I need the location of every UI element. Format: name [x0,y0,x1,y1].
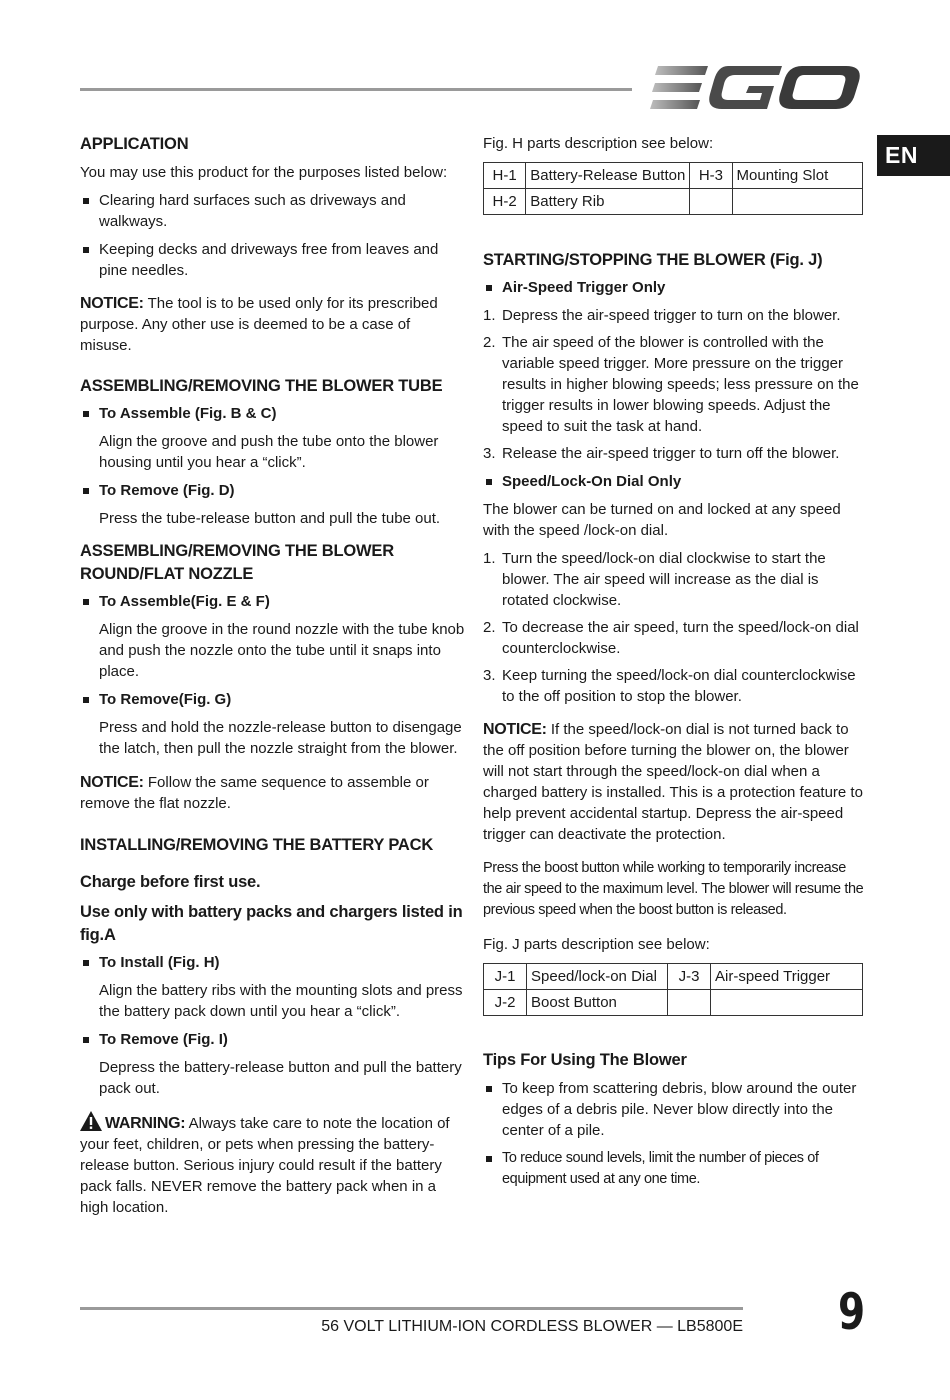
nozzle-notice [80,772,465,814]
list-item [483,665,868,707]
section-title-application: APPLICATION [80,135,189,153]
battery-warning [80,1111,465,1218]
battery-remove-text: Depress the battery-release button and pull the battery pack out. [99,1059,462,1097]
left-column [80,133,465,1218]
dial-steps [483,548,868,707]
notice-keyword: NOTICE: [80,774,144,791]
charge-note: Charge before first use. [80,873,261,891]
step-text: Keep turning the speed/lock-on dial counterclockwise to the off position to stop the blower. [502,667,856,705]
fig-j-caption: Fig. J parts description see below: [483,936,710,953]
section-title-tips: Tips For Using The Blower [483,1051,687,1069]
list-item [483,617,868,659]
header-rule [80,88,632,91]
table-cell: J-1 [484,964,527,990]
section-title-battery: INSTALLING/REMOVING THE BATTERY PACK [80,836,434,854]
list-item: Air-Speed Trigger Only [483,277,868,298]
table-cell: Boost Button [527,990,668,1016]
step-number: 2. [483,334,496,351]
list-item: To Assemble(Fig. E & F) [80,591,465,612]
battery-install-text: Align the battery ribs with the mounting slots and press the battery pack down until you hear a “click”. [99,982,463,1020]
tube-assemble [80,403,465,424]
step-text: Turn the speed/lock-on dial clockwise to start the blower. The air speed will increase as the dial is rotated clockwise. [502,550,826,609]
use-only-note: Use only with battery packs and chargers listed in fig.A [80,903,463,944]
list-item [483,332,868,437]
battery-remove [80,1029,465,1050]
list-item: To reduce sound levels, limit the number of pieces of equipment used at any one time. [483,1148,868,1190]
dial-only [483,471,868,492]
list-item: Speed/Lock-On Dial Only [483,471,868,492]
tube-remove [80,480,465,501]
list-item: Keeping decks and driveways free from leaves and pine needles. [80,239,465,281]
step-text: Release the air-speed trigger to turn off the blower. [502,445,840,462]
tips-list [483,1078,868,1190]
list-item: To Install (Fig. H) [80,952,465,973]
table-cell [690,189,732,215]
application-list [80,190,465,281]
notice-keyword: NOTICE: [483,721,547,738]
fig-j-table [483,963,863,1016]
table-cell: Battery-Release Button [526,163,690,189]
table-cell [732,189,862,215]
step-text: To decrease the air speed, turn the speed/lock-on dial counterclockwise. [502,619,859,657]
step-number: 1. [483,550,496,567]
step-text: The air speed of the blower is controlled with the variable speed trigger. More pressure on the trigger results in higher blowing speeds; less pressure on the trigger results in lower blowing speeds. Adjust the speed to suit the task at hand. [502,334,859,435]
table-cell [711,990,863,1016]
footer-rule [80,1307,743,1310]
tube-remove-text: Press the tube-release button and pull the tube out. [99,510,441,527]
notice-text: If the speed/lock-on dial is not turned back to the off position before turning the blower on, the blower will not start through the speed/lock-on dial when a charged battery is installed. This is a protection feature to help prevent accidental startup. Depress the air-speed trigger can deactivate the protection. [483,721,863,843]
ego-logo [650,62,862,114]
section-title-starting: STARTING/STOPPING THE BLOWER (Fig. J) [483,251,823,269]
table-cell: Air-speed Trigger [711,964,863,990]
fig-h-caption: Fig. H parts description see below: [483,135,714,152]
step-number: 2. [483,619,496,636]
list-item [483,548,868,611]
trigger-steps [483,305,868,464]
warning-triangle-icon [80,1111,102,1131]
fig-h-table [483,162,863,215]
table-row [484,189,863,215]
step-text: Depress the air-speed trigger to turn on the blower. [502,307,841,324]
list-item: To Remove (Fig. D) [80,480,465,501]
starting-notice [483,719,868,845]
language-tab: EN [877,135,950,176]
trigger-only [483,277,868,298]
list-item: Clearing hard surfaces such as driveways and walkways. [80,190,465,232]
table-row [484,964,863,990]
page-number: 9 [838,1283,866,1341]
list-item [483,305,868,326]
section-title-nozzle: ASSEMBLING/REMOVING THE BLOWER ROUND/FLAT NOZZLE [80,542,394,583]
list-item: To Remove(Fig. G) [80,689,465,710]
step-number: 3. [483,445,496,462]
nozzle-remove-text: Press and hold the nozzle-release button to disengage the latch, then pull the nozzle straight from the blower. [99,719,462,757]
warning-keyword: WARNING: [105,1115,186,1132]
list-item [483,443,868,464]
boost-note: Press the boost button while working to temporarily increase the air speed to the maximum level. The blower will resume the previous speed when the boost button is released. [483,860,864,918]
section-title-tube: ASSEMBLING/REMOVING THE BLOWER TUBE [80,377,443,395]
tube-assemble-text: Align the groove and push the tube onto the blower housing until you hear a “click”. [99,433,439,471]
list-item: To Assemble (Fig. B & C) [80,403,465,424]
table-cell: H-2 [484,189,526,215]
table-row [484,163,863,189]
notice-text: The tool is to be used only for its prescribed purpose. Any other use is deemed to be a case of misuse. [80,295,438,354]
application-intro: You may use this product for the purposes listed below: [80,164,448,181]
list-item: To Remove (Fig. I) [80,1029,465,1050]
right-column [483,133,868,1190]
step-number: 3. [483,667,496,684]
table-cell: H-3 [690,163,732,189]
nozzle-assemble-text: Align the groove in the round nozzle with the tube knob and push the nozzle onto the tube until it snaps into place. [99,621,465,680]
table-cell: Speed/lock-on Dial [527,964,668,990]
notice-text: Follow the same sequence to assemble or remove the flat nozzle. [80,774,429,812]
table-cell: Battery Rib [526,189,690,215]
step-number: 1. [483,307,496,324]
table-cell: Mounting Slot [732,163,862,189]
nozzle-remove [80,689,465,710]
table-cell [668,990,711,1016]
table-cell: J-2 [484,990,527,1016]
application-notice [80,293,465,356]
notice-keyword: NOTICE: [80,295,144,312]
warning-text: Always take care to note the location of your feet, children, or pets when pressing the battery-release button. Serious injury could result if the battery pack falls. NEVER remove the battery pack when in a high location. [80,1115,450,1216]
battery-install [80,952,465,973]
footer-title: 56 VOLT LITHIUM-ION CORDLESS BLOWER — LB5800E [321,1318,743,1335]
table-row [484,990,863,1016]
dial-intro: The blower can be turned on and locked at any speed with the speed /lock-on dial. [483,501,841,539]
list-item: To keep from scattering debris, blow around the outer edges of a debris pile. Never blow directly into the center of a pile. [483,1078,868,1141]
table-cell: J-3 [668,964,711,990]
table-cell: H-1 [484,163,526,189]
nozzle-assemble [80,591,465,612]
